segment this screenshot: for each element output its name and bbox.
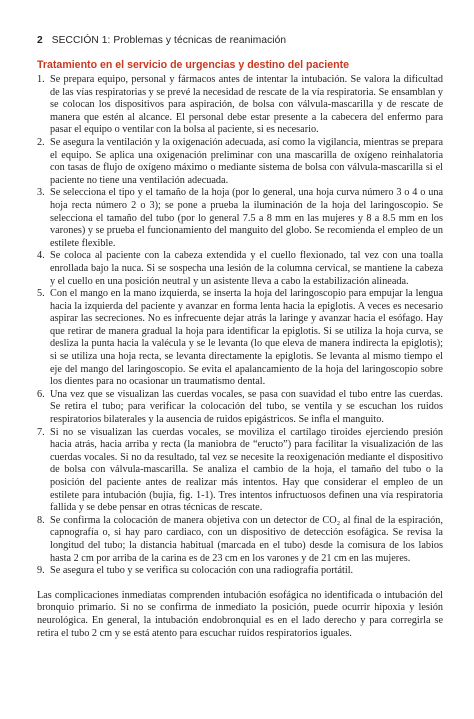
step-number: 1. xyxy=(37,74,45,85)
procedure-step xyxy=(37,250,443,288)
section-running-title: SECCIÓN 1: Problemas y técnicas de reanimación xyxy=(51,35,287,46)
step-number: 6. xyxy=(37,388,45,400)
step-text: Con el mango en la mano izquierda, se inserta la hoja del laringoscopio para empujar la lengua hacia la izquierda del paciente y avanzar en forma lenta hacia la epiglotis. A veces es necesario aspirar las secreciones. No es infrecuente dejar atrás la laringe y avanzar hacia el esófago. Hay que retirar de manera gradual la hoja para identificar la epiglotis. Si se utiliza la hoja curva, se desliza la punta hacia la valécula y se le levanta (lo que eleva de manera indirecta la epiglotis); si se utiliza una hoja recta, se levanta directamente la epiglotis. Se levanta al mismo tiempo el eje del mango del laringoscopio. Se evita el apalancamiento de la hoja del laringoscopio sobre los dientes para no ocasionar un traumatismo dental. xyxy=(50,288,443,388)
procedure-step xyxy=(37,137,443,187)
step-text: Se asegura el tubo y se verifica su colocación con una radiografía portátil. xyxy=(50,565,354,577)
step-number: 8. xyxy=(37,514,45,526)
running-head xyxy=(37,34,443,48)
procedure-step xyxy=(37,389,443,427)
procedure-step xyxy=(37,187,443,250)
step-number: 5. xyxy=(37,288,45,300)
step-number: 7. xyxy=(37,426,45,438)
procedure-step xyxy=(37,288,443,389)
step-number: 9. xyxy=(37,565,45,577)
step-text: Una vez que se visualizan las cuerdas vocales, se pasa con suavidad el tubo entre las cuerdas. Se retira el tubo; para verificar la colocación del tubo, se ventila y se escuchan los ruidos respiratorios bilaterales y la ausencia de ruidos epigástricos. Se infla el manguito. xyxy=(50,388,443,426)
step-text: Se coloca al paciente con la cabeza extendida y el cuello flexionado, tal vez con una toalla enrollada bajo la nuca. Si se sospecha una lesión de la columna cervical, se mantiene la cabeza y el cuello en una posición neutral y un asistente lleva a cabo la estabilización alineada. xyxy=(50,250,443,287)
step-text: Se confirma la colocación de manera objetiva con un detector de CO₂ al final de la espiración, capnografía o, si hay paro cardiaco, con un dispositivo de detección esofágica. Se revisa la longitud del tubo; la distancia habitual (marcada en el tubo) desde la comisura de los labios hasta 2 cm por arriba de la carina es de 23 cm en los varones y de 21 cm en las mujeres. xyxy=(50,514,443,564)
step-number: 3. xyxy=(37,187,45,199)
step-text: Si no se visualizan las cuerdas vocales, se moviliza el cartílago tiroides ejerciendo presión hacia atrás, hacia arriba y recta (la maniobra de “eructo”) para facilitar la visualización de las cuerdas vocales. Si no da resultado, tal vez se necesite la reoxigenación mediante el dispositivo de bolsa con válvula-mascarilla. Se analiza el cambio de la hoja, el tamaño del tubo o la posición del paciente antes de realizar más intentos. Hay que considerar el empleo de un estilete para intubación (bujía, fig. 1-1). Tres intentos infructuosos definen una vía respiratoria fallida y se debe pensar en otras técnicas de rescate. xyxy=(50,426,443,514)
page-number: 2 xyxy=(37,35,43,46)
step-text: Se prepara equipo, personal y fármacos antes de intentar la intubación. Se valora la dificultad de las vías respiratorias y se prevé la necesidad de rescate de la vía respiratoria. Se ensamblan y se colocan los dispositivos para aspiración, de bolsa con válvula-mascarilla y de rescate de manera que estén al alcance. El personal debe estar presente a la cabecera del enfermo para pasar el equipo o ventilar con la bolsa al paciente, si es necesario. xyxy=(50,74,443,136)
step-number: 2. xyxy=(37,136,45,148)
procedure-step xyxy=(37,565,443,578)
procedure-step xyxy=(37,427,443,515)
step-text: Se asegura la ventilación y la oxigenación adecuada, así como la vigilancia, mientras se prepara el equipo. Se aplica una oxigenación preliminar con una mascarilla de oxígeno reinhalatoria con tasas de flujo de oxígeno máximo o mediante sistema de bolsa con válvula-mascarilla si el paciente no tiene una ventilación adecuada. xyxy=(50,136,443,186)
section-heading: Tratamiento en el servicio de urgencias y destino del paciente xyxy=(37,59,350,71)
procedure-step xyxy=(37,74,443,137)
book-page xyxy=(37,34,443,640)
closing-paragraph: Las complicaciones inmediatas comprenden intubación esofágica no identificada o intubación del bronquio primario. Si no se confirma de inmediato la posición, puede ocurrir hipoxia y lesión neurológica. En general, la intubación endobronquial es en el lado derecho y para corregirla se retira el tubo 2 cm y se está atento para escuchar ruidos respiratorios iguales. xyxy=(37,589,443,639)
step-text: Se selecciona el tipo y el tamaño de la hoja (por lo general, una hoja curva número 3 o 4 o una hoja recta número 2 o 3); se pone a prueba la iluminación de la hoja del laringoscopio. Se selecciona el tamaño del tubo (por lo general 7.5 a 8 mm en las mujeres y 8 a 8.5 mm en los varones) y se prueba el funcionamiento del manguito del globo. Se recomienda el empleo de un estilete flexible. xyxy=(50,187,443,249)
procedure-step xyxy=(37,515,443,565)
step-number: 4. xyxy=(37,250,45,262)
procedure-steps-list xyxy=(37,74,443,578)
